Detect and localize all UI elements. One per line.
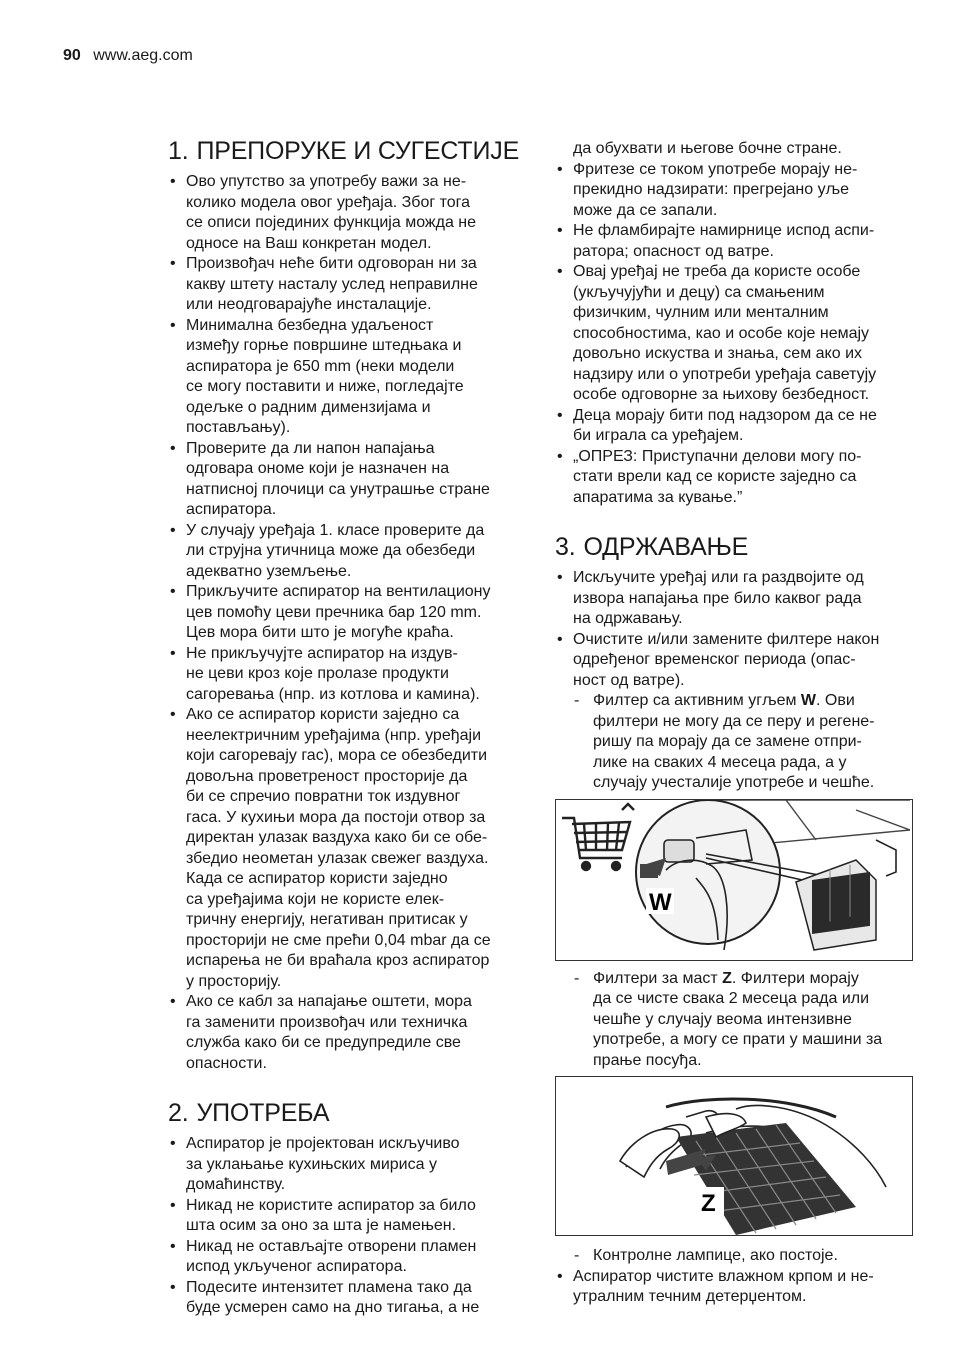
section-2-continuation: да обухвати и његове бочне стране. [573, 140, 842, 157]
bullet-item: • Очистите и/или замените филтере након одређеног временског периода (опас- ност од ватре). [555, 630, 913, 692]
bullet-item: • Не фламбирајте намирнице испод аспи- ратора; опасност од ватре. [555, 221, 913, 262]
bullet-item: • Ако се аспиратор користи заједно са неелектричним уређајима (нпр. уређаји који сагоревају гас), мора се обезбедити довољна проветреност просторије да би се спречио повратни ток издувног гаса. У кухињи мора да постоји отвор за директан улазак ваздуха како би се обе- збедио неометан улазак свежег ваздуха. Када се аспиратор користи заједно са уређајима који не користе елек- тричну енергију, негативан притисак у просторији не сме прећи 0,04 mbar да се испарења не би враћала кроз аспиратор у просторију. [168, 705, 528, 992]
bullet-item: • Деца морају бити под надзором да се не би играла са уређајем. [555, 406, 913, 447]
section-2-heading: 2. УПОТРЕБА [168, 1099, 330, 1127]
grease-filter-shape [676, 1123, 856, 1235]
bullet-item: • Аспиратор је пројектован искључиво за уклањање кухињских мириса у домаћинству. [168, 1134, 528, 1196]
fig1-label: W [649, 888, 672, 916]
bullet-item: • Аспиратор чистите влажном крпом и не- утралним течним детерџентом. [555, 1267, 913, 1308]
bullet-item: • Подесите интензитет пламена тако да буде усмерен само на дно тигања, а не [168, 1278, 528, 1319]
page-number: 90 [63, 47, 81, 64]
left-column [168, 136, 528, 1319]
bullet-item: • Не прикључујте аспиратор на издув- не цеви кроз које пролазе продукти сагоревања (нпр. из котлова и камина). [168, 644, 528, 706]
section-1-list [168, 172, 528, 1074]
indicator-lights-item: - Контролне лампице, ако постоје. [555, 1246, 913, 1267]
page-header [63, 47, 193, 65]
section-3-list [555, 568, 913, 691]
dash-list-3 [555, 1246, 913, 1267]
site-url: www.aeg.com [93, 47, 193, 64]
dash-list-2 [555, 969, 913, 1072]
fig2-label: Z [701, 1190, 716, 1217]
section-2-list [168, 1134, 528, 1319]
bullet-item: • Никад не користите аспиратор за било шта осим за оно за шта је намењен. [168, 1196, 528, 1237]
bullet-item: • Проверите да ли напон напајања одговара ономе који је назначен на натписној плочици са унутрашње стране аспиратора. [168, 439, 528, 521]
bullet-item: • Искључите уређај или га раздвојите од извора напајања пре било каквог рада на одржавању. [555, 568, 913, 630]
bullet-item: • Ако се кабл за напајање оштети, мора га заменити произвођач или техничка служба како би се предупредиле све опасности. [168, 992, 528, 1074]
grease-filter-illustration [555, 1076, 913, 1236]
section-3-last-list [555, 1267, 913, 1308]
section-3-heading: 3. ОДРЖАВАЊЕ [555, 533, 749, 561]
section-2-list-continued [555, 160, 913, 509]
shopping-cart-icon [562, 804, 634, 870]
bullet-item: • Минимална безбедна удаљеност између горње површине штедњака и аспиратора је 650 mm (неки модели се могу поставити и ниже, погледајте одељке о радним димензијама и постављању). [168, 316, 528, 439]
bullet-item: • Овај уређај не треба да користе особе (укључујући и децу) са смањеним физичким, чулним или менталним способностима, као и особе које немају довољно искуства и знања, сем ако их надзиру или о употреби уређаја саветују особе одговорне за њихову безбедност. [555, 262, 913, 406]
bullet-item: • У случају уређаја 1. класе проверите да ли струјна утичница може да обезбеди адекватно уземљење. [168, 521, 528, 583]
bullet-item: • Ово упутство за употребу важи за не- колико модела овог уређаја. Због тога се описи појединих функција можда не односе на Ваш конкретан модел. [168, 172, 528, 254]
right-column [555, 139, 913, 1308]
bullet-item: • „ОПРЕЗ: Приступачни делови могу по- стати врели кад се користе заједно са апаратима за кување.” [555, 447, 913, 509]
grease-filter-item: - Филтери за маст Z. Филтери морају да се чисте свака 2 месеца рада или чешће у случају веома интензивне употребе, а могу се прати у машини за прање посуђа. [555, 969, 913, 1072]
bullet-item: • Прикључите аспиратор на вентилациону цев помоћу цеви пречника бар 120 mm. Цев мора бити што је могуће краћа. [168, 582, 528, 644]
carbon-filter-item: - Филтер са активним угљем W. Ови филтери не могу да се перу и регене- ришу па морају да се замене отпри- лике на сваких 4 месеца рада, а у случају учесталије употребе и чешће. [555, 691, 913, 794]
bullet-item: • Никад не остављајте отворени пламен испод укљученог аспиратора. [168, 1237, 528, 1278]
bullet-item: • Фритезе се током употребе морају не- прекидно надзирати: прегрејано уље може да се запали. [555, 160, 913, 222]
bullet-item: • Произвођач неће бити одговоран ни за какву штету насталу услед неправилне или неодговарајуће инсталације. [168, 254, 528, 316]
dash-list-1 [555, 691, 913, 794]
section-1-heading: 1. ПРЕПОРУКЕ И СУГЕСТИЈЕ [168, 137, 520, 165]
carbon-filter-illustration [555, 799, 913, 961]
